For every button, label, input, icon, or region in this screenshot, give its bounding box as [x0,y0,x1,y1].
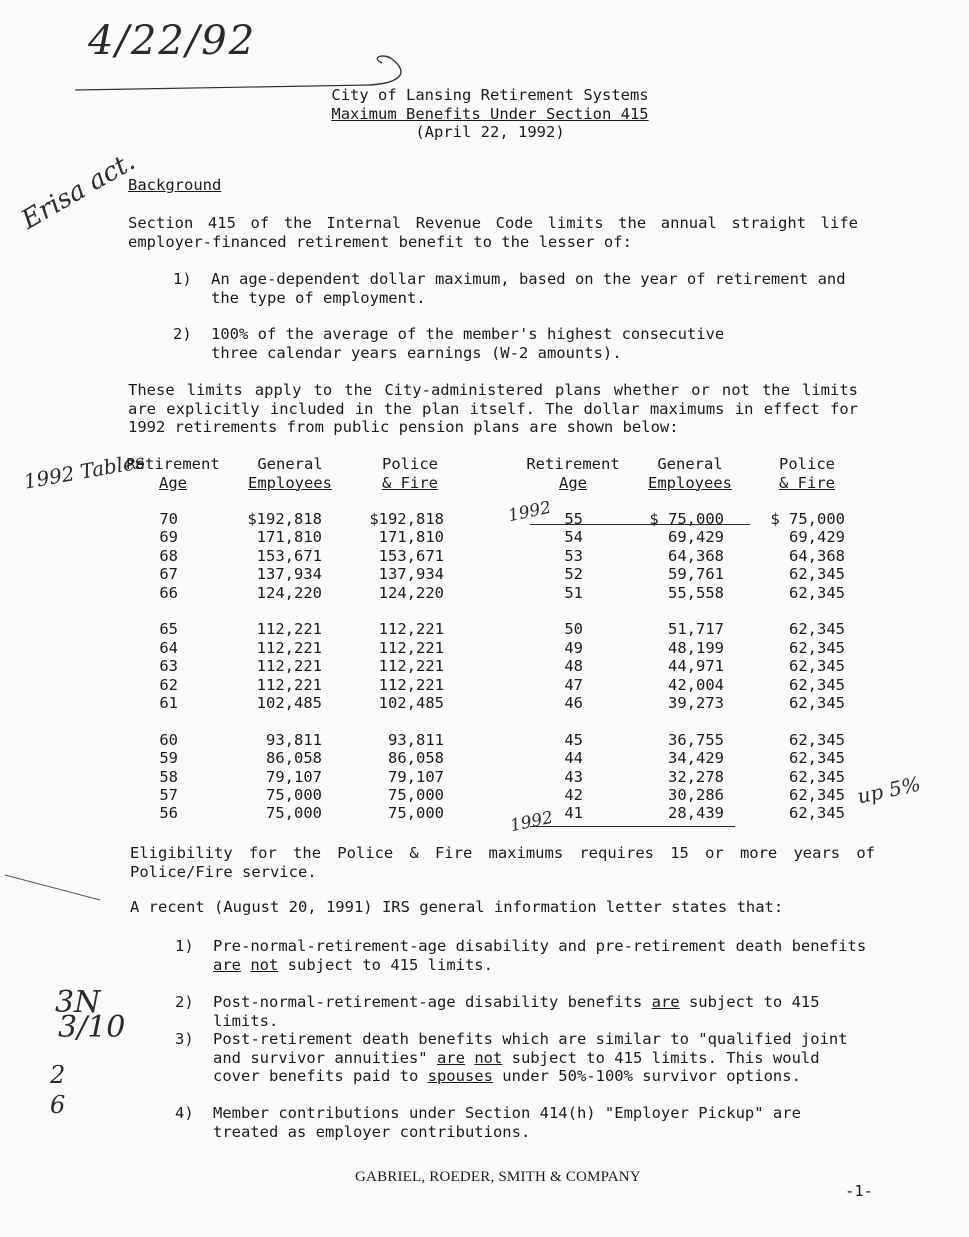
police-fire-cell: 62,345 [789,675,845,694]
age-cell: 43 [564,767,583,786]
right-header-general: General Employees [648,455,732,492]
police-fire-cell: 62,345 [789,638,845,657]
age-cell: 45 [564,730,583,749]
limits-paragraph: These limits apply to the City-administered plans whether or not the limits are explicitly included in the plan itself. The dollar maximums in effect for 1992 retirements from public pension plans are shown below: [128,381,858,436]
irs-intro: A recent (August 20, 1991) IRS general information letter states that: [130,898,784,916]
age-cell: 68 [159,546,178,565]
police-fire-cell: 62,345 [789,565,845,584]
general-cell: 55,558 [668,583,724,602]
general-cell: 64,368 [668,546,724,565]
left-header-police-fire: Police & Fire [382,455,438,492]
handwritten-margin-marks: 2 6 [50,1061,66,1119]
general-cell: 59,761 [668,565,724,584]
handwritten-side-note: Erisa act. [16,146,141,236]
age-cell: 51 [564,583,583,602]
irs-item-3: 3) Post-retirement death benefits which are similar to "qualified joint and survivor annuities" are not subject to 415 limits. This would cover benefits paid to spouses under 50%-100% survivor options. [175,1030,848,1085]
footer-company: GABRIEL, ROEDER, SMITH & COMPANY [355,1169,641,1185]
general-cell: 171,810 [256,528,322,547]
police-fire-cell: $ 75,000 [770,510,845,528]
age-cell: 62 [159,675,178,694]
general-cell: 32,278 [668,767,724,786]
general-cell: 75,000 [266,786,322,804]
age-cell: 47 [564,675,583,694]
police-fire-cell: 79,107 [388,767,444,786]
police-fire-cell: 62,345 [789,804,845,823]
handwritten-pct-note: up 5% [855,771,923,809]
general-cell: 112,221 [256,657,322,676]
police-fire-cell: 62,345 [789,767,845,786]
police-fire-cell: 137,934 [378,565,444,584]
general-cell: $ 75,000 [649,510,724,528]
age-cell: 64 [159,638,178,657]
handwritten-rule-top [530,524,750,525]
right-header-police-fire: Police & Fire [779,455,835,492]
item-number: 1) [173,270,192,288]
general-cell: 112,221 [256,620,322,639]
police-fire-cell: 93,811 [388,730,444,749]
age-cell: 67 [159,565,178,584]
general-cell: 112,221 [256,675,322,694]
police-fire-cell: 75,000 [388,786,444,804]
general-cell: 30,286 [668,786,724,804]
general-cell: 153,671 [256,546,322,565]
age-cell: 46 [564,694,583,712]
age-cell: 55 [564,510,583,528]
police-fire-cell: 86,058 [388,749,444,768]
background-intro: Section 415 of the Internal Revenue Code limits the annual straight life employer-financed retirement benefit to the lesser of: [128,214,858,251]
general-cell: 48,199 [668,638,724,657]
general-cell: 34,429 [668,749,724,768]
age-cell: 57 [159,786,178,804]
background-heading: Background [128,176,222,194]
police-fire-cell: 64,368 [789,546,845,565]
item-text: An age-dependent dollar maximum, based on the year of retirement and the type of employment. [211,270,846,307]
age-cell: 70 [159,510,178,528]
general-cell: 69,429 [668,528,724,547]
handwritten-rule-bottom [530,826,735,827]
general-cell: 44,971 [668,657,724,676]
police-fire-cell: 75,000 [388,804,444,823]
age-cell: 42 [564,786,583,804]
police-fire-cell: 112,221 [378,675,444,694]
age-cell: 65 [159,620,178,639]
handwritten-year-bottom: 1992 [508,807,555,837]
title-line-2: Maximum Benefits Under Section 415 [331,104,649,123]
police-fire-cell: 112,221 [378,657,444,676]
police-fire-cell: 171,810 [378,528,444,547]
age-cell: 56 [159,804,178,823]
age-cell: 69 [159,528,178,547]
police-fire-cell: $192,818 [369,510,444,528]
handwritten-margin-fraction-top: 3N [55,985,101,1020]
background-item-1 [173,270,871,307]
age-cell: 50 [564,620,583,639]
age-cell: 66 [159,583,178,602]
general-cell: 93,811 [266,730,322,749]
eligibility-paragraph: Eligibility for the Police & Fire maximums requires 15 or more years of Police/Fire service. [130,844,875,881]
police-fire-cell: 153,671 [378,546,444,565]
police-fire-cell: 69,429 [789,528,845,547]
police-fire-cell: 62,345 [789,694,845,712]
irs-item-4: 4) Member contributions under Section 414(h) "Employer Pickup" are treated as employer contributions. [175,1104,801,1141]
age-cell: 49 [564,638,583,657]
police-fire-cell: 124,220 [378,583,444,602]
police-fire-cell: 112,221 [378,638,444,657]
age-cell: 63 [159,657,178,676]
general-cell: 79,107 [266,767,322,786]
handwritten-tables-note: 1992 Tables [22,448,147,494]
right-header-age: Retirement Age [526,455,620,492]
police-fire-cell: 62,345 [789,786,845,804]
general-cell: 102,485 [256,694,322,712]
police-fire-cell: 102,485 [378,694,444,712]
general-cell: $192,818 [247,510,322,528]
title-line-1: City of Lansing Retirement Systems [331,86,649,104]
general-cell: 137,934 [256,565,322,584]
background-item-2 [173,325,751,362]
police-fire-cell: 62,345 [789,730,845,749]
age-cell: 58 [159,767,178,786]
general-cell: 124,220 [256,583,322,602]
police-fire-cell: 62,345 [789,620,845,639]
general-cell: 39,273 [668,694,724,712]
document-title [290,86,690,142]
police-fire-cell: 62,345 [789,749,845,768]
general-cell: 86,058 [266,749,322,768]
age-cell: 44 [564,749,583,768]
margin-stroke [0,870,110,910]
item-number: 2) [173,325,192,343]
police-fire-cell: 62,345 [789,657,845,676]
title-line-3: (April 22, 1992) [415,123,565,141]
general-cell: 112,221 [256,638,322,657]
handwritten-year-top: 1992 [506,497,553,527]
general-cell: 36,755 [668,730,724,749]
handwritten-margin-fraction-bottom: 3/10 [58,1010,126,1045]
general-cell: 28,439 [668,804,724,823]
left-header-age: Retirement Age [126,455,220,492]
irs-item-2: 2) Post-normal-retirement-age disability benefits are subject to 415 limits. [175,993,820,1030]
handwritten-date: 4/22/92 [88,18,257,64]
age-cell: 54 [564,528,583,547]
general-cell: 75,000 [266,804,322,823]
general-cell: 42,004 [668,675,724,694]
age-cell: 59 [159,749,178,768]
page-number: -1- [845,1182,873,1200]
irs-item-1: 1) Pre-normal-retirement-age disability and pre-retirement death benefits are not subject to 415 limits. [175,937,867,974]
police-fire-cell: 112,221 [378,620,444,639]
age-cell: 61 [159,694,178,712]
age-cell: 53 [564,546,583,565]
age-cell: 60 [159,730,178,749]
age-cell: 48 [564,657,583,676]
age-cell: 41 [564,804,583,823]
age-cell: 52 [564,565,583,584]
police-fire-cell: 62,345 [789,583,845,602]
item-text: 100% of the average of the member's highest consecutive three calendar years earnings (W-2 amounts). [211,325,725,362]
left-header-general: General Employees [248,455,332,492]
general-cell: 51,717 [668,620,724,639]
